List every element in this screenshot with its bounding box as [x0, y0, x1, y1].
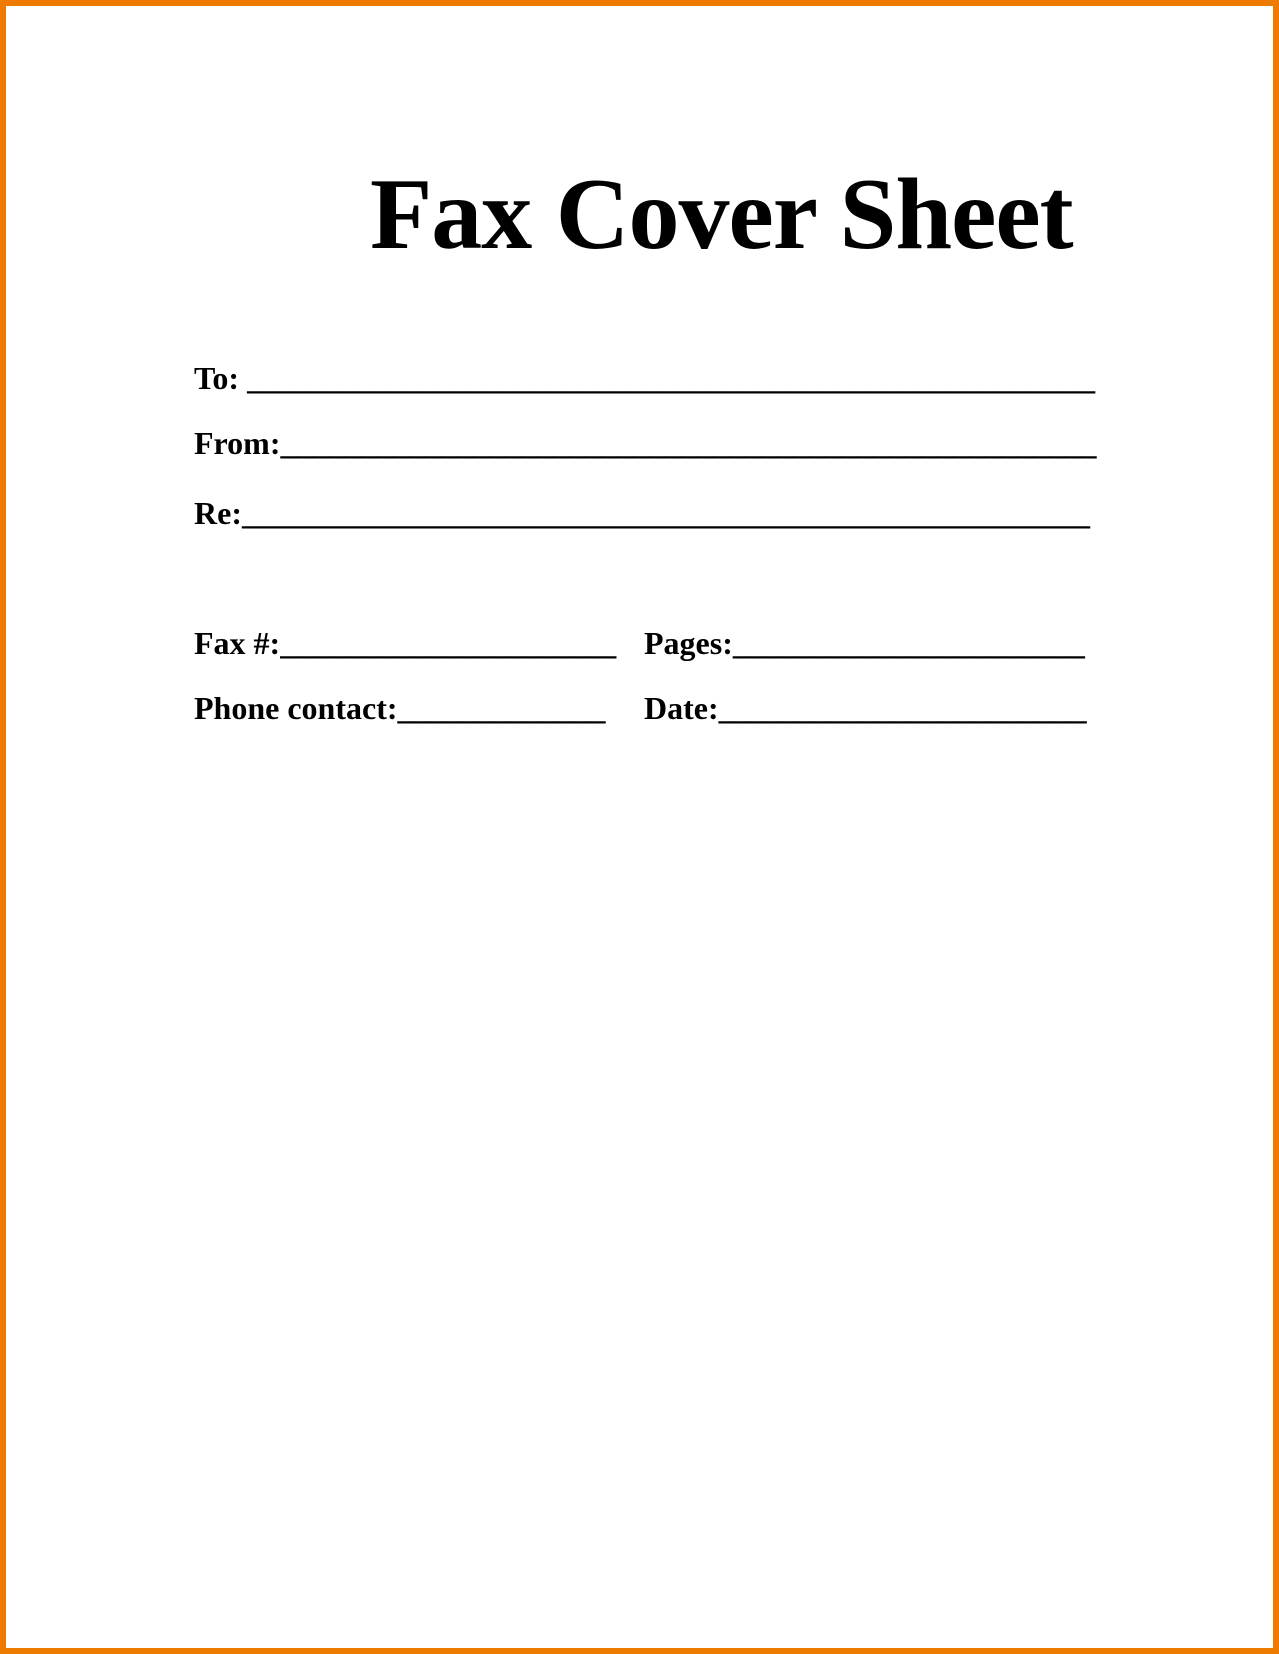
pages-blank-line: ______________________ [732, 625, 1085, 661]
phone-contact-label: Phone contact: [194, 690, 398, 726]
re-blank-line: _____________________________________________________ [241, 495, 1090, 531]
page-title: Fax Cover Sheet [370, 158, 1073, 271]
field-row-fax-number [194, 624, 616, 662]
to-blank-line: _____________________________________________________ [247, 360, 1096, 396]
from-blank-line: ___________________________________________________ [280, 425, 1097, 461]
from-label: From: [194, 425, 281, 461]
field-row-re [194, 494, 1090, 532]
field-row-date [644, 689, 1087, 727]
field-row-to [194, 359, 1095, 397]
phone-contact-blank-line: _____________ [397, 690, 606, 726]
fax-number-label: Fax #: [194, 625, 281, 661]
field-row-from [194, 424, 1096, 462]
date-label: Date: [644, 690, 719, 726]
date-blank-line: _______________________ [718, 690, 1087, 726]
pages-label: Pages: [644, 625, 733, 661]
field-row-pages [644, 624, 1085, 662]
fax-number-blank-line: _____________________ [280, 625, 617, 661]
field-row-phone-contact [194, 689, 606, 727]
re-label: Re: [194, 495, 242, 531]
to-label: To: [194, 360, 248, 396]
